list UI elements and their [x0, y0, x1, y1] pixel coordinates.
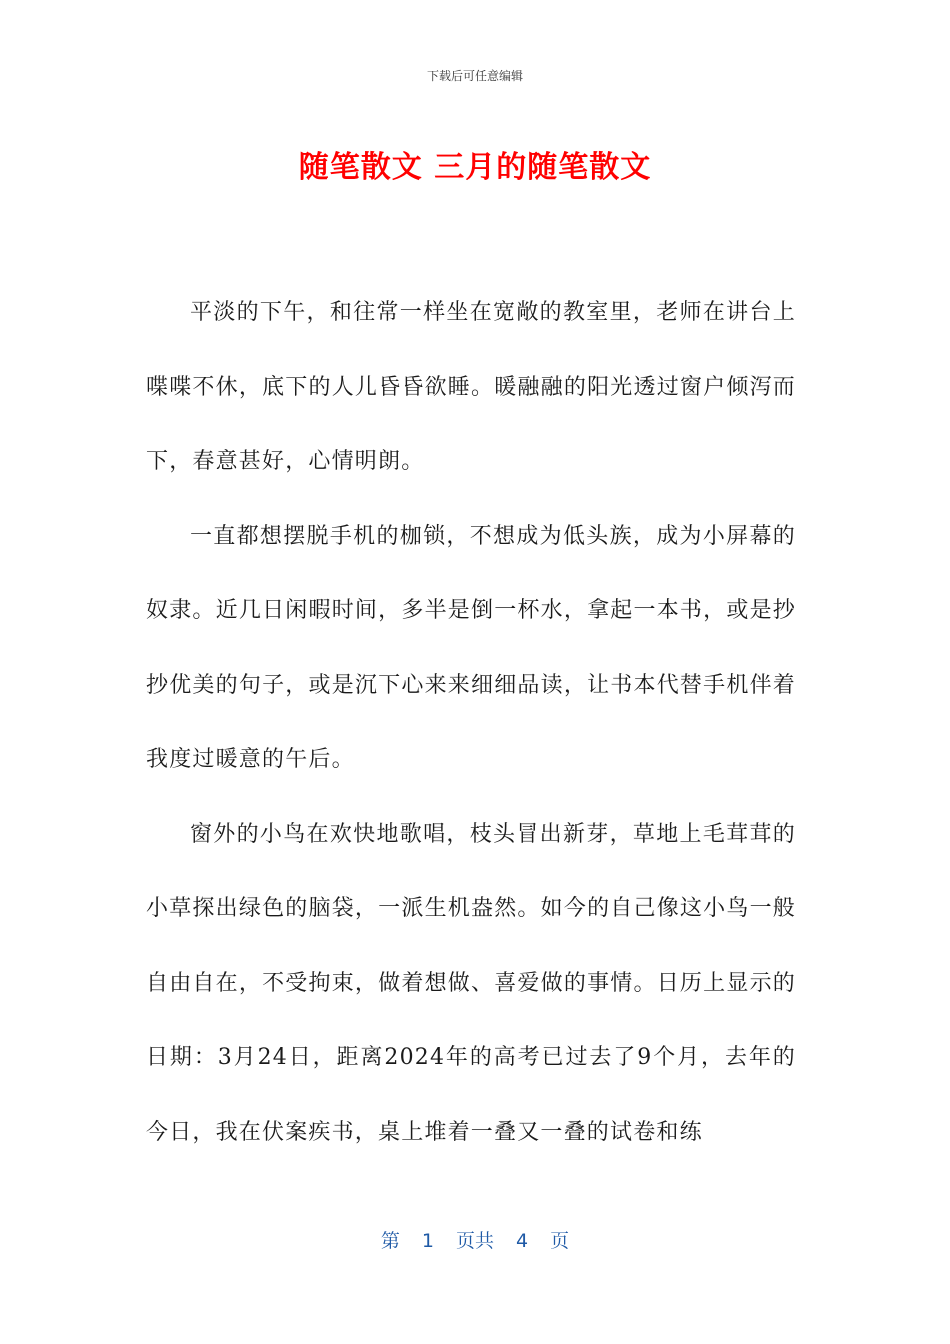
document-title: 随笔散文 三月的随笔散文	[298, 150, 652, 185]
paragraph-2: 一直都想摆脱手机的枷锁，不想成为低头族，成为小屏幕的奴隶。近几日闲暇时间，多半是倒一杯水，拿起一本书，或是抄抄优美的句子，或是沉下心来来细细品读，让书本代替手机伴着我度过暖意的午后。	[146, 523, 796, 772]
header-note: 下载后可任意编辑	[426, 69, 523, 83]
footer-middle: 页共	[455, 1230, 494, 1252]
footer-prefix: 第	[380, 1230, 400, 1252]
document-body	[146, 276, 796, 1170]
paragraph-3: 窗外的小鸟在欢快地歌唱，枝头冒出新芽，草地上毛茸茸的小草探出绿色的脑袋，一派生机盎然。如今的自己像这小鸟一般自由自在，不受拘束，做着想做、喜爱做的事情。日历上显示的日期：3月24日，距离2024年的高考已过去了9个月，去年的今日，我在伏案疾书，桌上堆着一叠又一叠的试卷和练	[146, 821, 796, 1145]
footer-total-pages: 4	[516, 1230, 529, 1252]
footer-suffix: 页	[550, 1230, 570, 1252]
paragraph-1: 平淡的下午，和往常一样坐在宽敞的教室里，老师在讲台上喋喋不休，底下的人儿昏昏欲睡。暖融融的阳光透过窗户倾泻而下，春意甚好，心情明朗。	[146, 300, 796, 474]
page-footer	[0, 1226, 950, 1253]
footer-current-page: 1	[421, 1230, 434, 1252]
